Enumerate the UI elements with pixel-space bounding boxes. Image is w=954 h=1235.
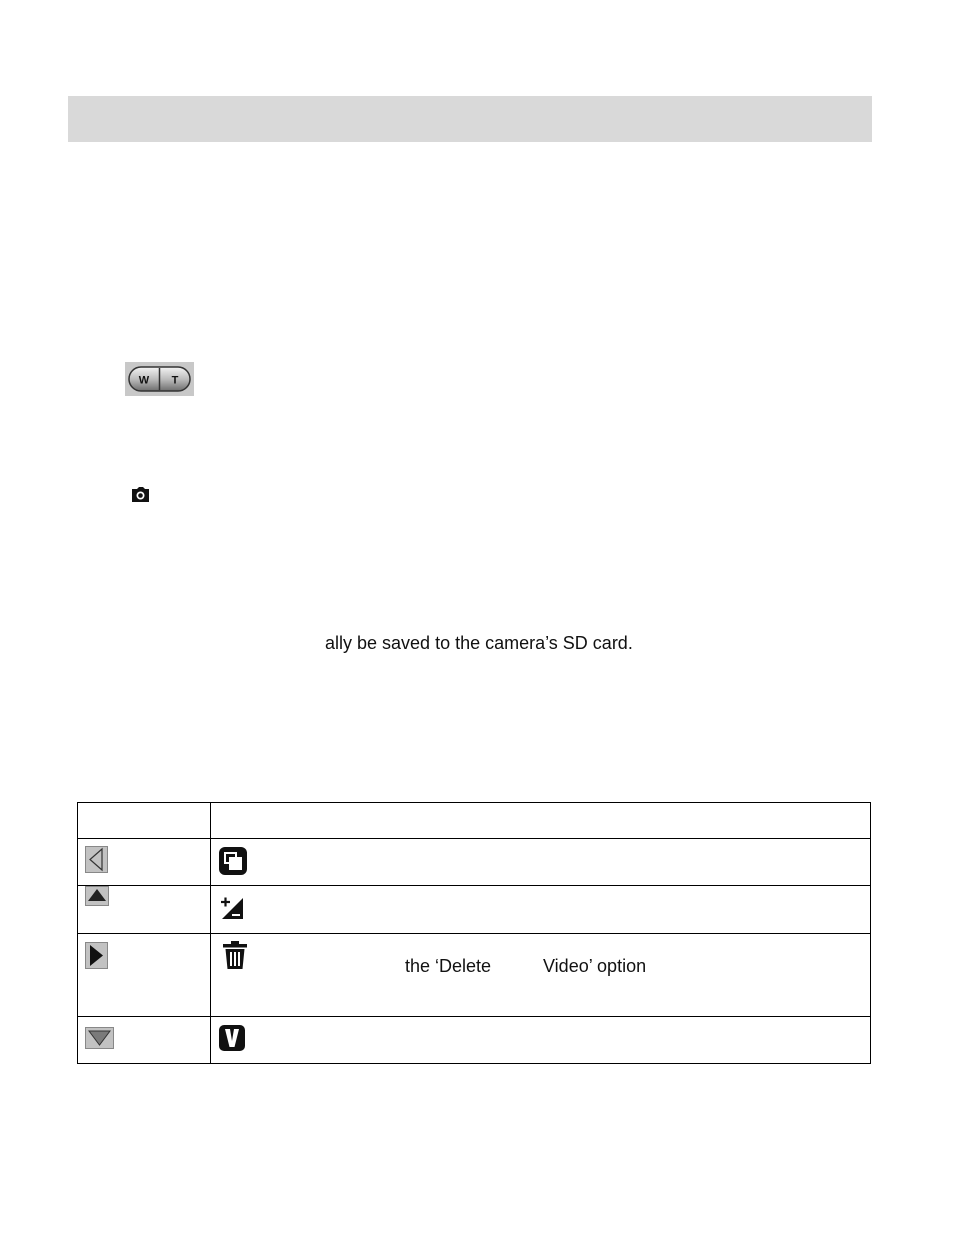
function-cell [211, 1017, 871, 1064]
zoom-w-label: W [138, 374, 150, 387]
left-arrow-key-icon [85, 846, 108, 878]
delete-option-text-part-1: the ‘Delete [405, 956, 492, 976]
function-cell [211, 934, 871, 1017]
continuous-shot-icon [218, 846, 248, 881]
video-mode-icon [218, 1024, 246, 1057]
key-cell [78, 934, 211, 1017]
trash-icon [222, 940, 248, 975]
table-row [78, 1017, 871, 1064]
key-cell [78, 839, 211, 886]
zoom-wt-button-icon [125, 362, 194, 396]
zoom-t-label: T [171, 374, 179, 387]
header-cell-key [78, 803, 211, 839]
table-row [78, 934, 871, 1017]
table-row [78, 886, 871, 934]
camera-icon [130, 486, 152, 509]
function-cell [211, 886, 871, 934]
exposure-icon [220, 896, 244, 925]
function-cell [211, 839, 871, 886]
body-text-line: ally be saved to the camera’s SD card. [325, 633, 633, 653]
navigation-function-table [77, 802, 871, 1064]
key-cell [78, 1017, 211, 1064]
up-arrow-key-icon [85, 886, 109, 911]
delete-option-text-part-2: Video’ option [543, 956, 647, 976]
key-cell [78, 886, 211, 934]
right-arrow-key-icon [85, 942, 108, 974]
down-arrow-key-icon [85, 1027, 114, 1054]
section-header-bar [68, 96, 872, 142]
header-cell-function [211, 803, 871, 839]
table-row [78, 839, 871, 886]
table-header-row [78, 803, 871, 839]
